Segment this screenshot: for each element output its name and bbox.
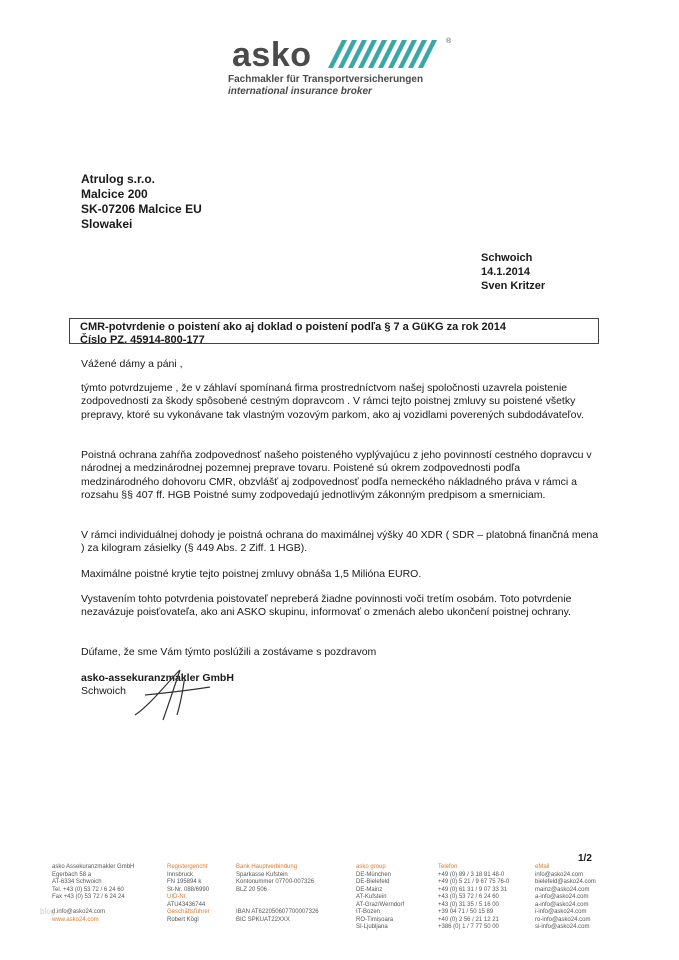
paragraph-2: Poistná ochrana zahŕňa zodpovednosť našeho poisteného vyplývajúcu z jeho povinností cestného dopravcu v národnej a medzinárodnej pozemnej preprave tovaru. Poistené sú okrem zodpovednosti podľa medzinárodného dohovoru CMR, obzvlášť aj zodpovednosť podľa nemeckého nákladného práva v rámci a rozsahu §§ 407 ff. HGB Poistné sumy zodpovedajú jednotlivým zákonným predpisom a smerniciam. xyxy=(81,449,592,502)
website-link[interactable]: www.asko24.com xyxy=(52,916,99,923)
email-link[interactable]: a-info@asko24.com xyxy=(535,901,589,908)
email-link[interactable]: ro-info@asko24.com xyxy=(535,916,591,923)
signature-icon xyxy=(125,665,220,725)
recipient-line: SK-07206 Malcice EU xyxy=(81,202,202,216)
footer-offices: asko group DE-München DE-Bielefeld DE-Mainz AT-Kufstein AT-Graz/Werndorf IT-Bozen RO-Timișoara SI-Ljubljana xyxy=(356,864,405,930)
letter-date: 14.1.2014 xyxy=(481,266,530,278)
paragraph-3: V rámci individuálnej dohody je poistná ochrana do maximálnej výšky 40 XDR ( SDR – platobná finančná mena ) za kilogram zásielky (§ 449 Abs. 2 Ziff. 1 HGB). xyxy=(81,529,599,555)
email-link[interactable]: bielefeld@asko24.com xyxy=(535,879,596,885)
signer-place: Schwoich xyxy=(81,685,126,698)
watermark: blog xyxy=(40,907,56,916)
logo-wordmark: asko xyxy=(232,36,312,74)
footer-emails: eMail info@asko24.com bielefeld@asko24.com mainz@asko24.com a-info@asko24.com a-info@asko24.com i-info@asko24.com ro-info@asko24.com si-info@asko24.com xyxy=(535,864,596,930)
recipient-address xyxy=(81,172,202,232)
page-number: 1/2 xyxy=(578,853,592,864)
recipient-line: Malcice 200 xyxy=(81,187,148,201)
sender-name: Sven Kritzer xyxy=(481,280,546,292)
logo-tagline: Fachmakler für Transportversicherungen xyxy=(228,74,424,85)
footer-register: Registergericht Innsbruck FN 195894 k St-Nr. 088/6990 UID-Nr. ATU43436744 Geschäftsführer Robert Kögl xyxy=(167,864,210,923)
footer-phones: Telefon +49 (0) 89 / 3 18 81 48-0 +49 (0) 5 21 / 9 67 75 76-0 +49 (0) 61 31 / 9 07 33 31 +43 (0) 53 72 / 6 24 60 +43 (0) 31 35 / 5 16 00 +39 04 71 / 50 15 89 +40 (0) 2 56 / 21 12 21 +386 (0) 1 / 7 77 50 00 xyxy=(438,864,510,930)
recipient-line: Atrulog s.r.o. xyxy=(81,172,156,186)
registered-mark: ® xyxy=(446,38,452,45)
sender-block xyxy=(481,251,545,293)
email-link[interactable]: a-info@asko24.com xyxy=(535,894,589,900)
subject-box xyxy=(69,318,599,344)
email-link[interactable]: info@asko24.com xyxy=(535,871,584,878)
subject-line: CMR-potvrdenie o poistení ako aj doklad o poistení podľa § 7 a GüKG za rok 2014 xyxy=(80,321,506,333)
signer-company: asko-assekuranzmakler GmbH xyxy=(81,672,234,684)
paragraph-4: Maximálne poistné krytie tejto poistnej zmluvy obnáša 1,5 Milióna EURO. xyxy=(81,568,422,580)
sender-place: Schwoich xyxy=(481,252,533,264)
logo-tagline-2: international insurance broker xyxy=(228,86,372,97)
salutation: Vážené dámy a páni , xyxy=(81,358,183,370)
footer-company: asko Assekuranzmakler GmbH Egerbach 58 a AT-6334 Schwoich Tel. +43 (0) 53 72 / 6 24 60 Fax +43 (0) 53 72 / 6 24 24 d.info@asko24.com www.asko24.com xyxy=(52,864,135,923)
email-link[interactable]: i-info@asko24.com xyxy=(535,909,587,915)
closing-line: Dúfame, že sme Vám týmto poslúžili a zostávame s pozdravom xyxy=(81,646,377,658)
email-link[interactable]: mainz@asko24.com xyxy=(535,886,590,893)
policy-number: Číslo PZ. 45914-800-177 xyxy=(80,334,205,346)
paragraph-1: týmto potvrdzujeme , že v záhlaví spomínaná firma prostredníctvom našej spoločnosti uzavrela poistenie zodpovednosti za škody spôsobené cestným dopravcom . V rámci tejto poistnej zmluvy su poistené všetky prepravy, ktoré su vykonávane tak vlastným vozovým parkom, ako aj vozidlami poverených subdodávateľov. xyxy=(81,382,584,421)
footer-bank: Bank Hauptverbindung Sparkasse Kufstein Kontonummer 07700-007326 BLZ 20 506 IBAN AT622050607700007326 BIC SPKUAT22XXX xyxy=(236,864,319,923)
logo-stripes-icon xyxy=(320,40,448,68)
recipient-line: Slowakei xyxy=(81,217,133,231)
paragraph-5: Vystavením tohto potvrdenia poistovateľ nepreberá žiadne povinnosti voči tretím osobám. Toto potvrdenie nezavázuje poisťovateľa, ako ani ASKO skupinu, informovať o zmenách alebo ukončení poistnej ochrany. xyxy=(81,593,572,619)
email-link[interactable]: si-info@asko24.com xyxy=(535,924,590,930)
